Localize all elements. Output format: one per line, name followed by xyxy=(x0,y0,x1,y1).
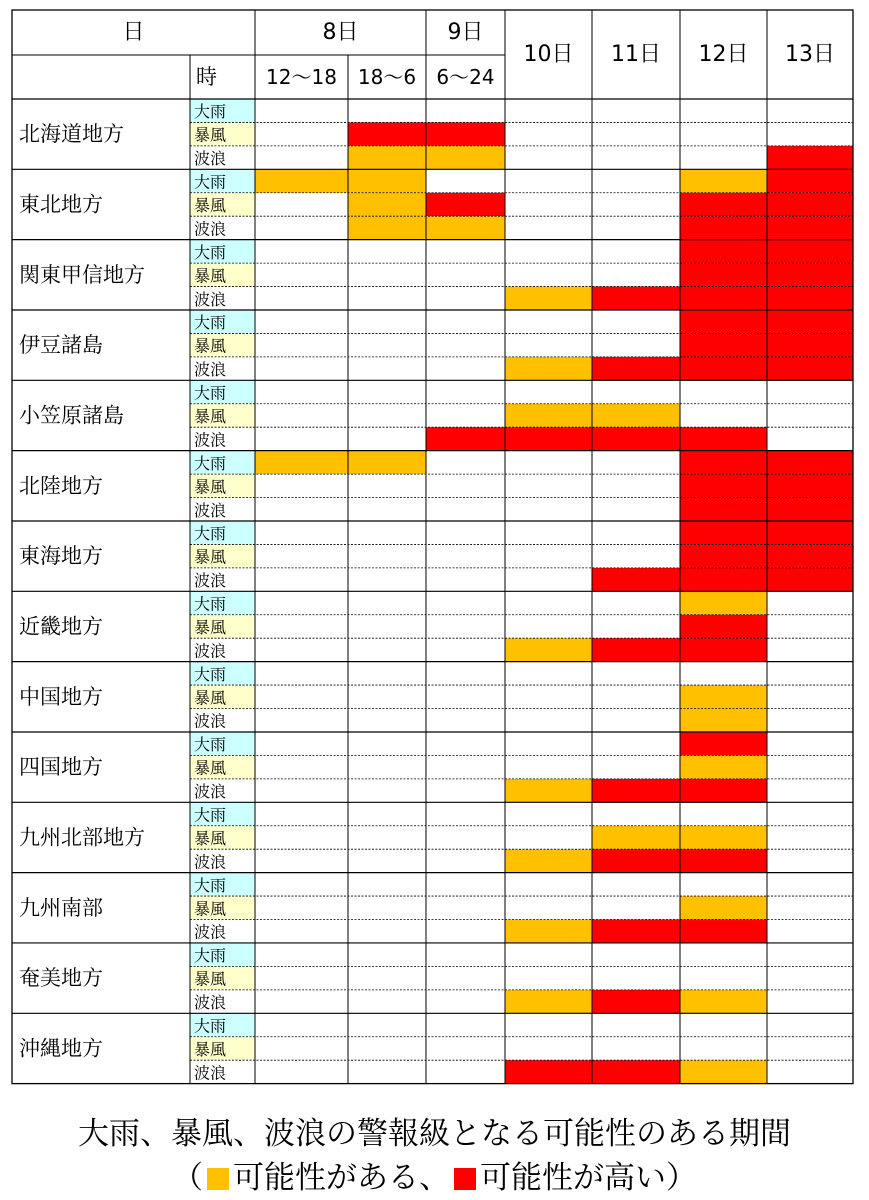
legend-high-swatch xyxy=(454,1168,476,1190)
cell-high xyxy=(680,920,767,943)
category-label: 波浪 xyxy=(194,430,227,450)
category-label: 大雨 xyxy=(194,946,227,966)
region-label: 北陸地方 xyxy=(19,473,103,498)
cell-high xyxy=(680,263,767,286)
legend-close-paren: ） xyxy=(666,1160,697,1196)
category-label: 波浪 xyxy=(194,289,227,309)
category-label: 波浪 xyxy=(194,782,227,802)
cell-high xyxy=(680,333,767,356)
cell-high xyxy=(680,427,767,450)
header-date: 9日 xyxy=(447,20,484,45)
category-label: 大雨 xyxy=(194,102,227,122)
cell-high xyxy=(680,357,767,380)
category-label: 波浪 xyxy=(194,500,227,520)
region-label: 中国地方 xyxy=(19,684,103,709)
cell-high xyxy=(767,216,853,239)
cell-high xyxy=(680,615,767,638)
cell-high xyxy=(767,474,853,497)
cell-high xyxy=(680,779,767,802)
cell-high xyxy=(592,287,680,310)
cell-high xyxy=(767,310,853,333)
category-label: 波浪 xyxy=(194,922,227,942)
cell-high xyxy=(680,544,767,567)
region-label: 東海地方 xyxy=(19,544,103,569)
region-label: 伊豆諸島 xyxy=(19,333,103,358)
legend-high-label: 可能性が高い xyxy=(480,1160,666,1196)
cell-possible xyxy=(680,1060,767,1083)
header-time-range: 18～6 xyxy=(357,65,417,89)
header-date: 10日 xyxy=(523,42,574,67)
cell-high xyxy=(680,216,767,239)
category-label: 暴風 xyxy=(194,617,227,637)
cell-possible xyxy=(505,920,592,943)
cell-high xyxy=(592,1060,680,1083)
cell-high xyxy=(767,240,853,263)
cell-high xyxy=(767,357,853,380)
category-label: 大雨 xyxy=(194,664,227,684)
cell-high xyxy=(505,427,592,450)
region-label: 小笠原諸島 xyxy=(19,403,124,428)
cell-high xyxy=(680,568,767,591)
cell-high xyxy=(680,474,767,497)
cell-high xyxy=(680,287,767,310)
category-label: 暴風 xyxy=(194,1039,227,1059)
cell-high xyxy=(680,732,767,755)
cell-possible xyxy=(680,896,767,919)
region-label: 九州南部 xyxy=(19,895,103,920)
legend-possible-label: 可能性がある xyxy=(233,1160,419,1196)
cell-possible xyxy=(680,990,767,1013)
category-label: 大雨 xyxy=(194,1016,227,1036)
cell-possible xyxy=(426,216,505,239)
cell-possible xyxy=(505,779,592,802)
region-label: 四国地方 xyxy=(19,755,103,780)
cell-high xyxy=(592,427,680,450)
cell-high xyxy=(767,287,853,310)
cell-possible xyxy=(426,146,505,169)
cell-possible xyxy=(505,357,592,380)
cell-possible xyxy=(680,169,767,192)
cell-high xyxy=(767,169,853,192)
cell-high xyxy=(592,779,680,802)
cell-high xyxy=(767,498,853,521)
cell-high xyxy=(592,849,680,872)
cell-possible xyxy=(592,404,680,427)
cell-possible xyxy=(505,287,592,310)
category-label: 大雨 xyxy=(194,242,227,262)
category-label: 大雨 xyxy=(194,453,227,473)
category-label: 大雨 xyxy=(194,172,227,192)
cell-possible xyxy=(255,451,348,474)
region-label: 北海道地方 xyxy=(19,122,124,147)
category-label: 波浪 xyxy=(194,852,227,872)
cell-high xyxy=(505,1060,592,1083)
header-date: 11日 xyxy=(611,42,661,67)
cell-high xyxy=(680,521,767,544)
cell-possible xyxy=(255,169,348,192)
region-label: 九州北部地方 xyxy=(19,825,145,850)
region-label: 東北地方 xyxy=(19,192,103,217)
category-label: 波浪 xyxy=(194,219,227,239)
category-label: 波浪 xyxy=(194,571,227,591)
category-label: 大雨 xyxy=(194,594,227,614)
cell-high xyxy=(767,544,853,567)
cell-high xyxy=(680,193,767,216)
cell-possible xyxy=(592,826,680,849)
category-label: 大雨 xyxy=(194,313,227,333)
cell-possible xyxy=(505,404,592,427)
chart-legend xyxy=(0,1152,869,1197)
category-label: 暴風 xyxy=(194,195,227,215)
cell-possible xyxy=(348,146,426,169)
cell-possible xyxy=(680,591,767,614)
region-label: 近畿地方 xyxy=(19,614,103,639)
cell-possible xyxy=(680,685,767,708)
category-label: 暴風 xyxy=(194,266,227,286)
cell-high xyxy=(426,427,505,450)
category-label: 大雨 xyxy=(194,735,227,755)
header-time-range: 12～18 xyxy=(266,65,337,89)
header-time-range: 6～24 xyxy=(436,65,495,89)
category-label: 暴風 xyxy=(194,828,227,848)
category-label: 暴風 xyxy=(194,758,227,778)
cell-high xyxy=(680,498,767,521)
cell-possible xyxy=(348,169,426,192)
cell-high xyxy=(426,122,505,145)
cell-possible xyxy=(680,826,767,849)
category-label: 暴風 xyxy=(194,406,227,426)
category-label: 大雨 xyxy=(194,524,227,544)
category-label: 波浪 xyxy=(194,1063,227,1083)
cell-high xyxy=(767,333,853,356)
region-label: 関東甲信地方 xyxy=(19,262,145,287)
category-label: 暴風 xyxy=(194,688,227,708)
cell-high xyxy=(592,357,680,380)
cell-possible xyxy=(680,709,767,732)
legend-separator: 、 xyxy=(419,1160,450,1196)
cell-high xyxy=(592,990,680,1013)
cell-high xyxy=(680,451,767,474)
cell-high xyxy=(767,146,853,169)
category-label: 暴風 xyxy=(194,336,227,356)
category-label: 波浪 xyxy=(194,360,227,380)
category-label: 波浪 xyxy=(194,993,227,1013)
cell-possible xyxy=(505,849,592,872)
cell-high xyxy=(767,451,853,474)
cell-high xyxy=(680,240,767,263)
category-label: 波浪 xyxy=(194,711,227,731)
region-label: 沖縄地方 xyxy=(19,1036,103,1061)
cell-high xyxy=(767,568,853,591)
cell-high xyxy=(767,263,853,286)
category-label: 大雨 xyxy=(194,383,227,403)
category-label: 波浪 xyxy=(194,149,227,169)
cell-high xyxy=(592,638,680,661)
cell-possible xyxy=(680,755,767,778)
header-day-label: 日 xyxy=(122,20,145,45)
category-label: 大雨 xyxy=(194,805,227,825)
category-label: 暴風 xyxy=(194,969,227,989)
cell-possible xyxy=(505,638,592,661)
cell-possible xyxy=(505,990,592,1013)
category-label: 暴風 xyxy=(194,899,227,919)
header-date: 13日 xyxy=(785,42,835,67)
cell-high xyxy=(348,122,426,145)
legend-possible-swatch xyxy=(207,1168,229,1190)
cell-high xyxy=(767,193,853,216)
cell-high xyxy=(592,568,680,591)
category-label: 大雨 xyxy=(194,875,227,895)
region-label: 奄美地方 xyxy=(19,966,103,991)
category-label: 暴風 xyxy=(194,125,227,145)
header-date: 12日 xyxy=(698,42,749,67)
header-date: 8日 xyxy=(322,20,359,45)
cell-possible xyxy=(348,216,426,239)
category-label: 波浪 xyxy=(194,641,227,661)
cell-high xyxy=(680,310,767,333)
header-time-label: 時 xyxy=(196,65,217,89)
cell-high xyxy=(592,920,680,943)
category-label: 暴風 xyxy=(194,547,227,567)
cell-possible xyxy=(348,451,426,474)
cell-possible xyxy=(348,193,426,216)
chart-title: 大雨、暴風、波浪の警報級となる可能性のある期間 xyxy=(78,1116,791,1152)
legend-open-paren: （ xyxy=(172,1160,203,1196)
category-label: 暴風 xyxy=(194,477,227,497)
cell-high xyxy=(680,849,767,872)
cell-high xyxy=(426,193,505,216)
cell-high xyxy=(680,638,767,661)
cell-high xyxy=(767,521,853,544)
